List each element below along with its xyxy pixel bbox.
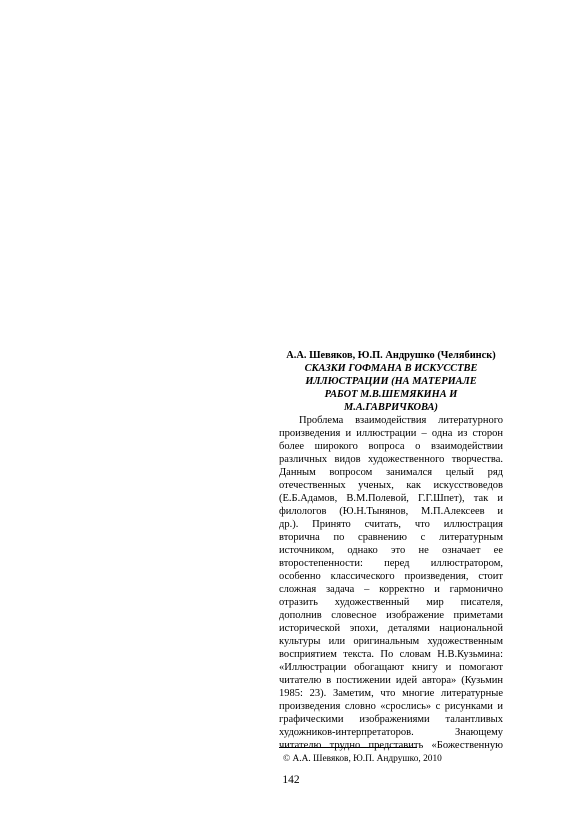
body-line: др.). Принято считать, что иллюстрация bbox=[279, 519, 503, 530]
body-line: вторична по сравнению с литературным bbox=[279, 532, 503, 543]
body-line: сложная задача – корректно и гармонично bbox=[279, 584, 503, 595]
body-line: читателю трудно представить «Божественную bbox=[279, 740, 503, 751]
body-line: отечественных ученых, как искусствоведов bbox=[279, 480, 503, 491]
body-line: восприятием текста. По словам Н.В.Кузьмина: bbox=[279, 649, 503, 660]
copyright-footnote: © А.А. Шевяков, Ю.П. Андрушко, 2010 bbox=[283, 754, 442, 764]
body-line: особенно классического произведения, стоит bbox=[279, 571, 503, 582]
body-line: Данным вопросом занимался целый ряд bbox=[279, 467, 503, 478]
article-body bbox=[279, 414, 503, 752]
body-line: Проблема взаимодействия литературного bbox=[299, 415, 503, 426]
article-title bbox=[279, 362, 503, 414]
page-number: 142 bbox=[282, 774, 300, 786]
body-line: второстепенности: перед иллюстратором, bbox=[279, 558, 503, 569]
article-title-line: ИЛЛЮСТРАЦИИ (НА МАТЕРИАЛЕ bbox=[305, 376, 477, 387]
body-line: более широкого вопроса о взаимодействии bbox=[279, 441, 503, 452]
article-authors: А.А. Шевяков, Ю.П. Андрушко (Челябинск) bbox=[286, 350, 496, 361]
body-line: графическими изображениями талантливых bbox=[279, 714, 503, 725]
footnote-separator bbox=[279, 747, 417, 748]
body-line: 1985: 23). Заметим, что многие литературные bbox=[279, 688, 503, 699]
body-line: дополнив словесное изображение приметами bbox=[279, 610, 503, 621]
article-title-line: М.А.ГАВРИЧКОВА) bbox=[344, 402, 438, 413]
body-line: отразить художественный мир писателя, bbox=[279, 597, 503, 608]
body-line: различных видов художественного творчества. bbox=[279, 454, 503, 465]
body-line: художников-интерпретаторов. Знающему bbox=[279, 727, 503, 738]
body-line: (Е.Б.Адамов, В.М.Полевой, Г.Г.Шпет), так и bbox=[279, 493, 503, 504]
body-line: произведения словно «срослись» с рисунками и bbox=[279, 701, 503, 712]
body-line: произведения и иллюстрации – одна из сторон bbox=[279, 428, 503, 439]
body-line: «Иллюстрации обогащают книгу и помогают bbox=[279, 662, 503, 673]
body-line: культуры или оригинальным художественным bbox=[279, 636, 503, 647]
body-line: исторической эпохи, деталями национальной bbox=[279, 623, 503, 634]
body-line: читателю в постижении идей автора» (Кузьмин bbox=[279, 675, 503, 686]
body-line: филологов (Ю.Н.Тынянов, М.П.Алексеев и bbox=[279, 506, 503, 517]
article bbox=[279, 350, 503, 752]
article-title-line: СКАЗКИ ГОФМАНА В ИСКУССТВЕ bbox=[304, 363, 478, 374]
article-title-line: РАБОТ М.В.ШЕМЯКИНА И bbox=[324, 389, 458, 400]
body-line: источником, однако это не означает ее bbox=[279, 545, 503, 556]
